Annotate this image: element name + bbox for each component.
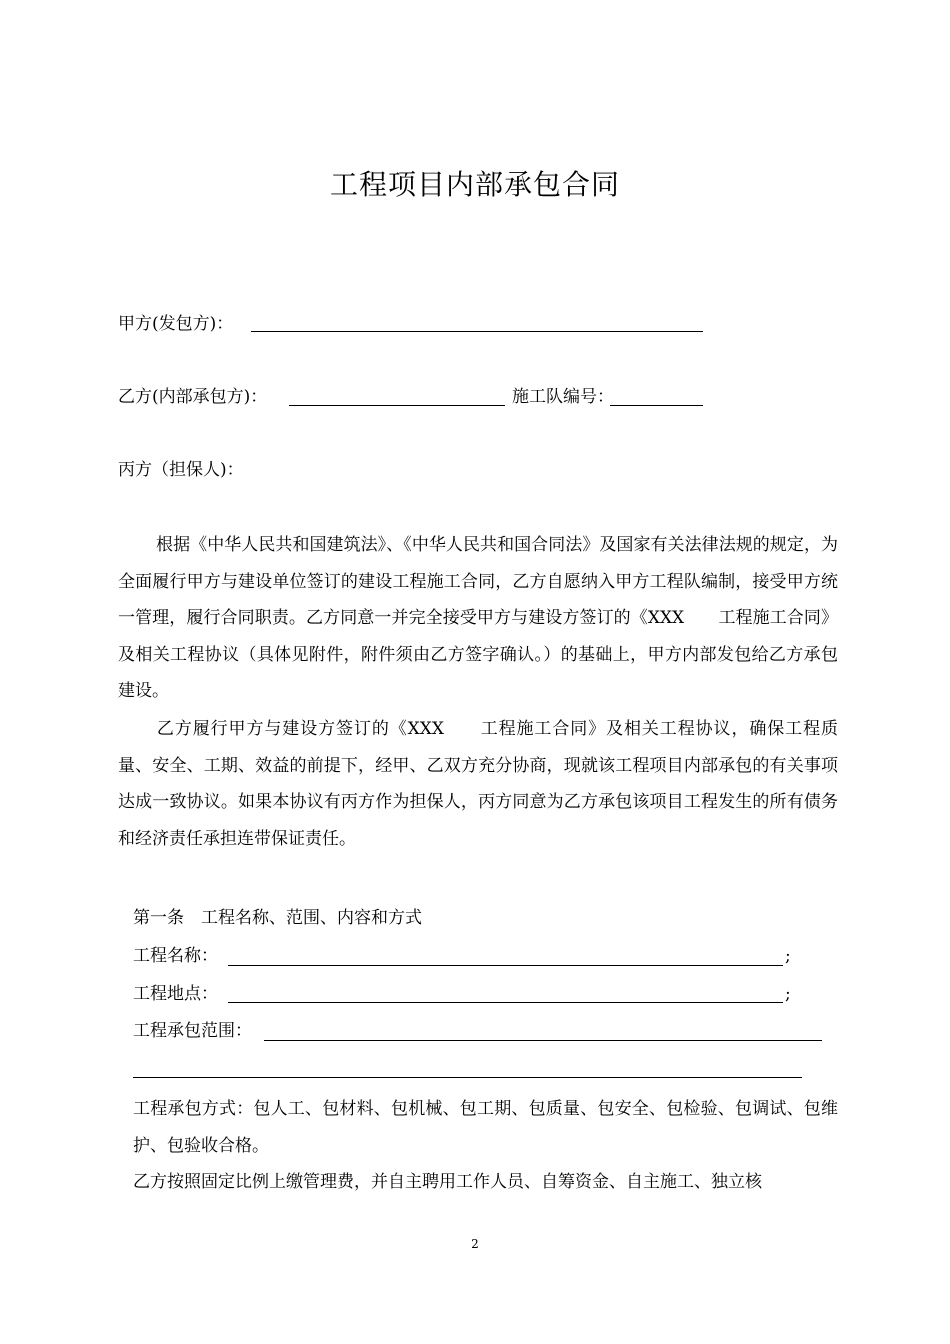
party-a-blank[interactable] [251,331,703,332]
project-location-blank[interactable] [228,1002,783,1003]
article-one-heading: 第一条 工程名称、范围、内容和方式 [133,908,422,928]
page-number: 2 [471,1237,479,1251]
team-number-blank[interactable] [610,405,703,406]
party-c-label: 丙方（担保人)： [118,460,244,480]
party-a-label: 甲方(发包方)： [118,314,234,334]
project-location-semicolon: ; [785,984,791,1004]
project-name-blank[interactable] [228,965,783,966]
project-name-label: 工程名称： [133,946,218,966]
project-location-label: 工程地点： [133,984,218,1004]
party-b-label: 乙方(内部承包方)： [118,387,268,407]
contract-method-paragraph: 工程承包方式：包人工、包材料、包机械、包工期、包质量、包安全、包检验、包调试、包维护、包验收合格。 [133,1099,838,1156]
preamble-paragraph-2: 乙方履行甲方与建设方签订的《XXX 工程施工合同》及相关工程协议，确保工程质量、安全、工期、效益的前提下，经甲、乙双方充分协商，现就该工程项目内部承包的有关事项达成一致协议。如果本协议有丙方作为担保人，丙方同意为乙方承包该项目工程发生的所有债务和经济责任承担连带保证责任。 [118,719,838,849]
management-fee-paragraph: 乙方按照固定比例上缴管理费，并自主聘用工作人员、自筹资金、自主施工、独立核 [133,1172,762,1192]
scope-blank-continued[interactable] [133,1077,802,1078]
scope-blank[interactable] [264,1040,822,1041]
document-title: 工程项目内部承包合同 [329,168,620,201]
scope-label: 工程承包范围： [133,1021,252,1041]
project-name-semicolon: ; [785,946,791,966]
preamble-paragraph-1: 根据《中华人民共和国建筑法》、《中华人民共和国合同法》及国家有关法律法规的规定，为全面履行甲方与建设单位签订的建设工程施工合同，乙方自愿纳入甲方工程队编制，接受甲方统一管理，履行合同职责。乙方同意一并完全接受甲方与建设方签订的《XXX 工程施工合同》及相关工程协议（具体见附件，附件须由乙方签字确认。）的基础上，甲方内部发包给乙方承包建设。 [118,535,838,701]
team-number-label: 施工队编号： [512,387,614,407]
party-b-blank[interactable] [289,405,505,406]
